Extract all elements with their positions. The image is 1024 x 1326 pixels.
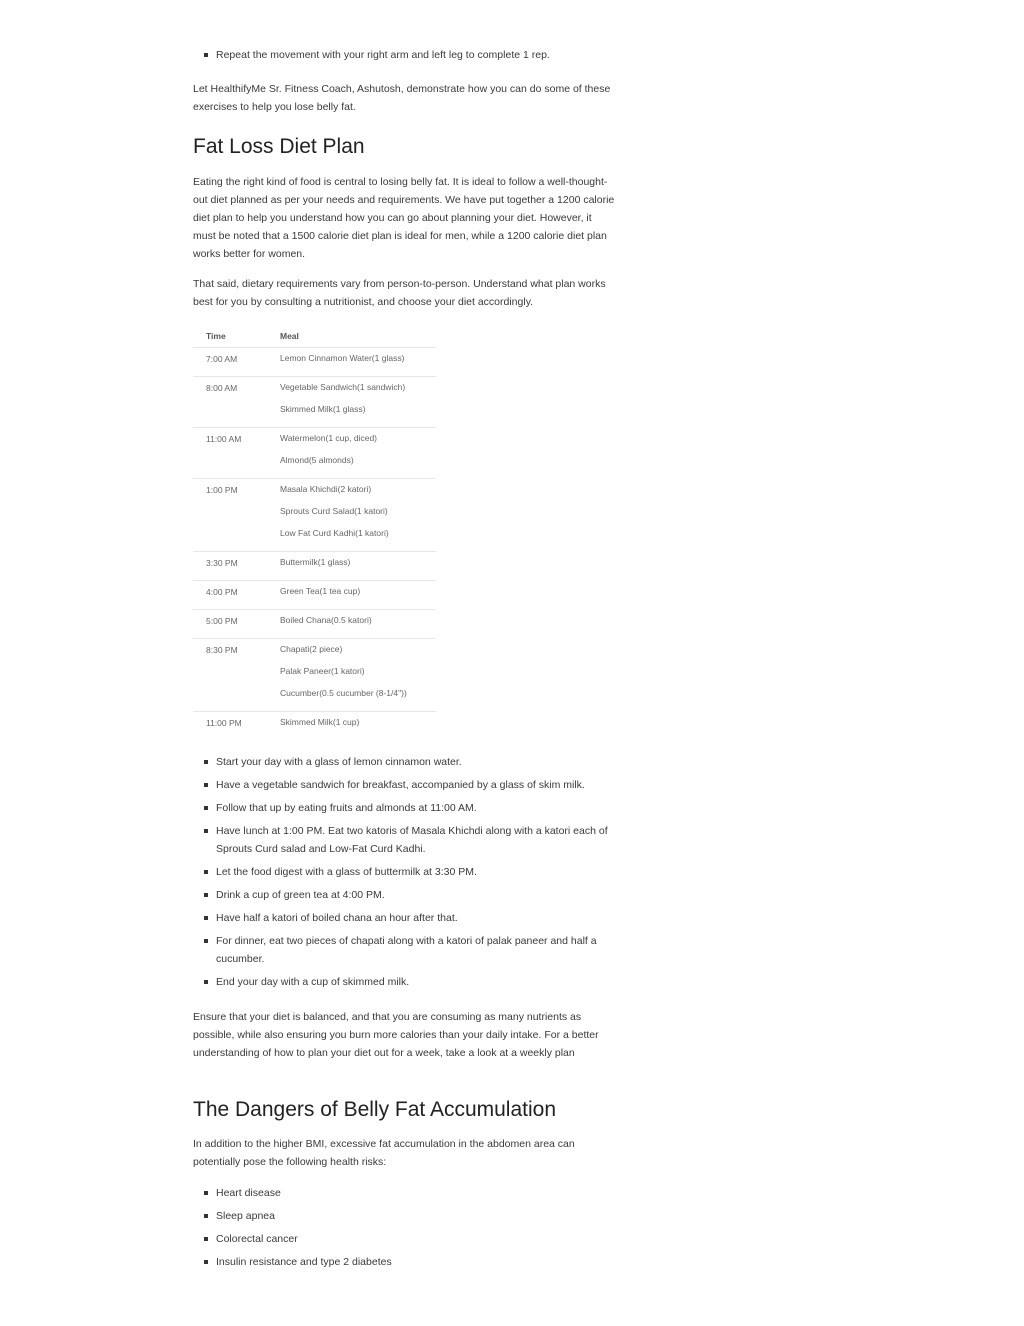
list-item: For dinner, eat two pieces of chapati along with a katori of palak paneer and half a cucumber. bbox=[193, 932, 615, 968]
meal-item: Skimmed Milk(1 cup) bbox=[280, 717, 360, 727]
list-item: Have lunch at 1:00 PM. Eat two katoris of Masala Khichdi along with a katori each of Sprouts Curd salad and Low-Fat Curd Kadhi. bbox=[193, 822, 615, 858]
meal-cell bbox=[280, 712, 436, 741]
meal-item: Palak Paneer(1 katori) bbox=[280, 666, 365, 676]
meal-item: Green Tea(1 tea cup) bbox=[280, 586, 361, 596]
table-row bbox=[193, 639, 436, 712]
time-cell: 1:00 PM bbox=[193, 479, 280, 552]
intro-paragraph: Let HealthifyMe Sr. Fitness Coach, Ashutosh, demonstrate how you can do some of these exercises to help you lose belly fat. bbox=[193, 83, 611, 113]
list-item: Follow that up by eating fruits and almonds at 11:00 AM. bbox=[193, 799, 615, 817]
list-item: Repeat the movement with your right arm and left leg to complete 1 rep. bbox=[193, 46, 615, 64]
time-cell: 11:00 PM bbox=[193, 712, 280, 741]
list-item: Colorectal cancer bbox=[193, 1230, 615, 1248]
meal-cell bbox=[280, 348, 436, 377]
meal-item: Buttermilk(1 glass) bbox=[280, 557, 351, 567]
table-row bbox=[193, 479, 436, 552]
meal-cell bbox=[280, 428, 436, 479]
meal-item: Chapati(2 piece) bbox=[280, 644, 343, 654]
diet-paragraph-1: Eating the right kind of food is central to losing belly fat. It is ideal to follow a well-thought-out diet planned as per your needs and requirements. We have put together a 1200 calorie diet plan to help you understand how you can go about planning your diet. However, it must be noted that a 1500 calorie diet plan is ideal for men, while a 1200 calorie diet plan works better for women. bbox=[193, 176, 615, 260]
meal-cell bbox=[280, 581, 436, 610]
meal-table-body bbox=[193, 348, 436, 741]
list-item: Heart disease bbox=[193, 1184, 615, 1202]
list-item: Have half a katori of boiled chana an hour after that. bbox=[193, 909, 615, 927]
time-cell: 7:00 AM bbox=[193, 348, 280, 377]
table-row bbox=[193, 581, 436, 610]
meal-item: Almond(5 almonds) bbox=[280, 455, 354, 465]
meal-item: Watermelon(1 cup, diced) bbox=[280, 433, 378, 443]
table-header-row bbox=[193, 324, 436, 348]
table-row bbox=[193, 428, 436, 479]
meal-item: Boiled Chana(0.5 katori) bbox=[280, 615, 372, 625]
table-row bbox=[193, 348, 436, 377]
list-item: Have a vegetable sandwich for breakfast, accompanied by a glass of skim milk. bbox=[193, 776, 615, 794]
diet-section-heading: Fat Loss Diet Plan bbox=[193, 135, 365, 158]
list-item: End your day with a cup of skimmed milk. bbox=[193, 973, 615, 991]
meal-cell bbox=[280, 552, 436, 581]
list-item: Insulin resistance and type 2 diabetes bbox=[193, 1253, 615, 1271]
list-item: Drink a cup of green tea at 4:00 PM. bbox=[193, 886, 615, 904]
table-row bbox=[193, 552, 436, 581]
table-row bbox=[193, 712, 436, 741]
column-header-meal: Meal bbox=[280, 330, 299, 341]
time-cell: 5:00 PM bbox=[193, 610, 280, 639]
time-cell: 4:00 PM bbox=[193, 581, 280, 610]
meal-cell bbox=[280, 610, 436, 639]
table-row bbox=[193, 377, 436, 428]
column-header-time: Time bbox=[206, 330, 226, 341]
meal-item: Lemon Cinnamon Water(1 glass) bbox=[280, 353, 405, 363]
meal-cell bbox=[280, 479, 436, 552]
meal-cell bbox=[280, 377, 436, 428]
diet-closing-paragraph: Ensure that your diet is balanced, and that you are consuming as many nutrients as possible, while also ensuring you burn more calories than your daily intake. For a better understanding of how to plan your diet out for a week, take a look at a weekly plan bbox=[193, 1011, 599, 1059]
dangers-section-heading: The Dangers of Belly Fat Accumulation bbox=[193, 1098, 557, 1121]
table-row bbox=[193, 610, 436, 639]
meal-item: Masala Khichdi(2 katori) bbox=[280, 484, 372, 494]
time-cell: 3:30 PM bbox=[193, 552, 280, 581]
diet-bullet-list bbox=[193, 753, 615, 996]
list-item: Sleep apnea bbox=[193, 1207, 615, 1225]
list-item: Let the food digest with a glass of buttermilk at 3:30 PM. bbox=[193, 863, 615, 881]
time-cell: 8:00 AM bbox=[193, 377, 280, 428]
meal-item: Cucumber(0.5 cucumber (8-1/4")) bbox=[280, 688, 407, 698]
dangers-bullet-list bbox=[193, 1184, 615, 1276]
meal-plan-table bbox=[193, 324, 436, 740]
meal-item: Skimmed Milk(1 glass) bbox=[280, 404, 366, 414]
list-item: Start your day with a glass of lemon cinnamon water. bbox=[193, 753, 615, 771]
time-cell: 8:30 PM bbox=[193, 639, 280, 712]
meal-item: Sprouts Curd Salad(1 katori) bbox=[280, 506, 388, 516]
meal-cell bbox=[280, 639, 436, 712]
meal-item: Low Fat Curd Kadhi(1 katori) bbox=[280, 528, 389, 538]
top-bullet-list bbox=[193, 46, 615, 69]
meal-item: Vegetable Sandwich(1 sandwich) bbox=[280, 382, 406, 392]
dangers-paragraph: In addition to the higher BMI, excessive fat accumulation in the abdomen area can potentially pose the following health risks: bbox=[193, 1138, 575, 1168]
diet-paragraph-2: That said, dietary requirements vary from person-to-person. Understand what plan works best for you by consulting a nutritionist, and choose your diet accordingly. bbox=[193, 278, 606, 308]
time-cell: 11:00 AM bbox=[193, 428, 280, 479]
